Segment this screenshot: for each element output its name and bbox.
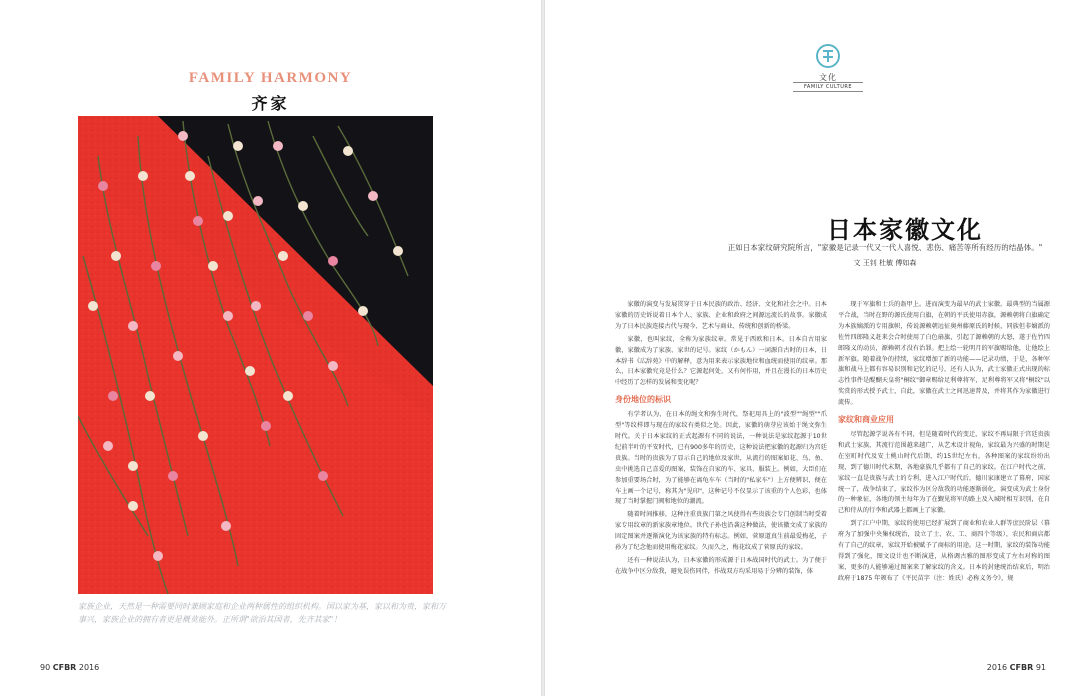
photo-caption: 家族企业，天然是一种需要同时兼顾家庭和企业两种属性的组织机构。国以家为基，家以和为贵，家和万事兴，家族企业的拥有者更是概莫能外。正所谓"欲治其国者，先齐其家"！ (78, 602, 446, 624)
paragraph: 家徽，也叫家纹，全称为家族纹章。常见于西欧和日本。日本自古用家徽，家徽成为了家族、家世的记号。家纹（かもん）一词源自古时的日本，日本辞书《広辞苑》中的解释，意为用来表示家族地位和血统而使用的纹章。那么，日本家徽究竟是什么？它源起何处，又有何作用，并且在漫长的日本历史中经历了怎样的发展和变化呢？ (615, 335, 827, 387)
paragraph: 尽管起源学说各有不同，但是随着时代的变迁，家纹不再局限于宫廷贵族和武士家族，其流行范围越来越广，从艺术设计视角，家纹最为兴盛的时期是在室町时代及安土桃山时代后期，约15世纪左右，各种图案的家纹纷纷出现，到了德川时代末期，各地豪族几乎都有了自己的家纹。在江户时代之前，家纹一直是贵族与武士的专利，进入江户时代后，德川家康建立了幕府，国家统一了，战争结束了，家纹作为区分敌我的功能逐渐弱化，演变成为武士身份的一种象征，各地的领主每年为了在觐见将军的路上及入城时相互识别，在自己和侍从的行李和武器上都画上了家徽。 (838, 430, 1050, 515)
paragraph: 家徽的演变与发展贯穿于日本民族的政治、经济、文化和社会之中。日本家徽的历史诉说着日本个人、家族、企业和政府之间源远流长的故事。家徽成为了日本民族连接古代与现今、艺术与商业、传统和创新的桥梁。 (615, 301, 827, 330)
culture-logo-icon (815, 43, 841, 69)
page-number: 90 (40, 663, 51, 672)
page-folio-right (987, 663, 1046, 672)
paragraph: 到了江户中期，家纹的使用已经扩展到了商业和农业人群等庶民阶层（幕府为了加强中央集权统治，设立了士、农、工、商四个等级），农民和商店都有了自己的纹章，家纹开始被赋予了商标的用途。这一时期，家纹的装饰功能得到了强化，图文设计也不断演进，从格调古雅的图形变成了左右对称的图案，更多的人能够通过图案来了解家纹的含义。日本的封建统治结束后，明治政府于1875 年颁布了《平民苗字（注：姓氏）必称义务令》，规 (838, 520, 1050, 582)
paragraph: 还有一种说法认为，日本家徽的形成源于日本战国时代的武士。为了便于在战争中区分敌我，避免误伤同伴，作战双方均采用易于分辨的装饰，体 (615, 556, 827, 575)
subheading: 家纹和商业应用 (838, 415, 894, 425)
issue-year: 2016 (78, 663, 100, 672)
article-column-1 (615, 300, 827, 580)
section-title-en: FAMILY HARMONY (188, 70, 353, 86)
plum-blossom-photo (78, 116, 433, 594)
section-label-en: FAMILY CULTURE (793, 82, 863, 92)
feature-photo (78, 116, 433, 594)
article-column-2 (838, 300, 1050, 587)
section-title-cn: 齐家 (251, 94, 290, 113)
article-byline: 文 王钊 杜敏 傅如森 (853, 259, 917, 267)
paragraph: 有学者认为，在日本的绳文和弥生时代，祭祀用具上的"波型""绳型""爪型"等纹样即与现在的家纹有类似之处。因此，家徽的萌芽应该始于绳文弥生时代。关于日本家纹的正式起源有不同的说法，一种说法是家纹起源于10世纪前半叶的平安时代，已有900多年的历史，这种说法把家徽的起源归为宫廷贵族。当时的贵族为了显示自己的地位及家世，从流行的图案如花、鸟、鱼、虫中挑选自己喜爱的图案，装饰在自家的车、家具、服装上。例如，大臣们在参加重要场合时，为了能够在离龟车车（当时的"私家车"）上方便辨识，便在车上画一个记号，称其为"见印"，这种记号不仅显示了该重的个人色彩，也体现了当时掌握门阀和地位的潮流。 (615, 411, 827, 506)
magazine-name: CFBR (52, 663, 77, 672)
page-folio-left (40, 663, 99, 672)
paragraph: 随着时间推移，这种注重贵族门第之风使得有些贵族会专门创制当时受着家专用纹章的新家族章地位。世代子孙也沿袭这种做法，使该徽文成了家族的固定图案并逐渐演化为该家族的特有标志。例如，菅原道真生前最爱梅花，子孙为了纪念他而使用梅花家纹。久而久之，梅花纹成了菅原氏的家纹。 (615, 511, 827, 552)
left-page (0, 0, 541, 696)
subheading: 身份地位的标识 (615, 395, 671, 405)
paragraph: 现于军旗和士兵的盔甲上。进而演变为最早的武士家徽。最典型的当属源平合战，当时在野的源氏使用白旗，在朝的平氏使用赤旗，源赖朝将白旗确定为本族嫡派的专用旗帜，传说源赖朝远征奥州藤原氏的时候，同族但非嫡派的佐竹四郎隆义赶来会合时使用了白色扇旗，引起了源赖朝的大怒，遂于佐竹四郎隆义的动员，源赖朝才没有治罪。把上绘一轮明月的军旗赐给他，让他绘上新军旗。随着战争的持续，家纹增加了新的功能——记录功绩，于是，各种军旗和战马上都有容易识别和记忆的记号，还有人认为，武士家徽正式出现的标志性事件是醍醐天皇将"桐纹"御章赐给足利尊将军，足利尊将军又将"桐纹"以奖赏的形式授予武士，自此，家徽在武士之间迅速普及，并将其作为家徽进行流传。 (838, 301, 1050, 407)
page-number: 91 (1035, 663, 1046, 672)
right-page (545, 0, 1086, 696)
article-lead: 正如日本家纹研究院所言，"家徽是记录一代又一代人喜悦、悲伤、痛苦等所有经历的结晶体。" (727, 243, 1043, 252)
section-label-cn: 文化 (819, 73, 837, 82)
magazine-name: CFBR (1009, 663, 1034, 672)
issue-year: 2016 (986, 663, 1008, 672)
article-title: 日本家徽文化 (827, 215, 983, 244)
